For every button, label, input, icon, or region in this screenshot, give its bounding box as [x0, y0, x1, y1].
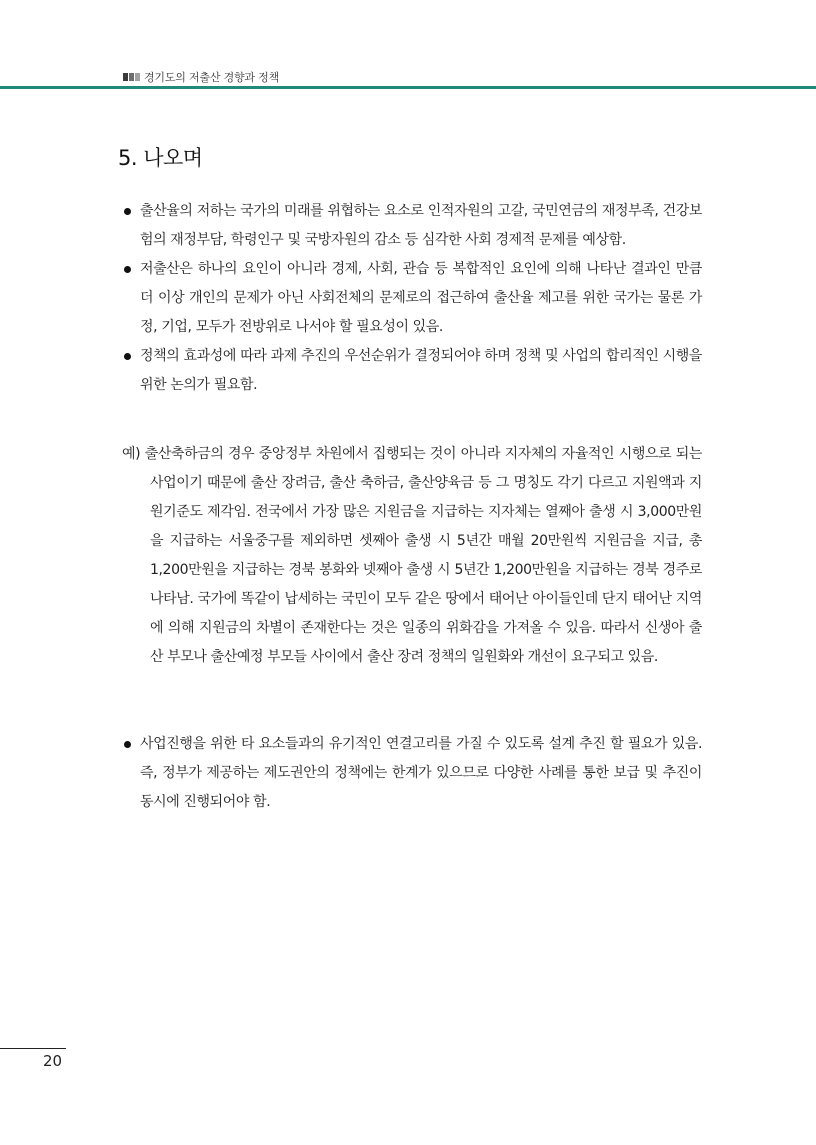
footer-rule — [0, 1048, 66, 1049]
bullet-text: 사업진행을 위한 타 요소들과의 유기적인 연결고리를 가질 수 있도록 설계 추진 할 필요가 있음. 즉, 정부가 제공하는 제도권안의 정책에는 한계가 있으므로 다양한 사례를 통한 보급 및 추진이 동시에 진행되어야 함. — [140, 736, 702, 810]
bullet-item — [122, 255, 702, 342]
bullet-item — [122, 342, 702, 400]
bullet-text: 저출산은 하나의 요인이 아니라 경제, 사회, 관습 등 복합적인 요인에 의해 나타난 결과인 만큼 더 이상 개인의 문제가 아닌 사회전체의 문제로의 접근하여 출산율 제고를 위한 국가는 물론 가정, 기업, 모두가 전방위로 나서야 할 필요성이 있음. — [140, 261, 702, 335]
bullet-text: 정책의 효과성에 따라 과제 추진의 우선순위가 결정되어야 하며 정책 및 사업의 합리적인 시행을 위한 논의가 필요함. — [140, 348, 702, 393]
bullet-item — [122, 730, 702, 817]
running-header — [123, 69, 279, 85]
bullet-item — [122, 197, 702, 255]
bullet-dot-icon — [124, 741, 131, 748]
bullet-list-bottom — [122, 730, 702, 817]
section-title: 5. 나오며 — [118, 146, 203, 170]
bullet-dot-icon — [124, 266, 131, 273]
bullet-dot-icon — [124, 208, 131, 215]
page-number: 20 — [43, 1052, 63, 1070]
example-paragraph: 예) 출산축하금의 경우 중앙정부 차원에서 집행되는 것이 아니라 지자체의 자율적인 시행으로 되는 사업이기 때문에 출산 장려금, 출산 축하금, 출산양육금 등 그 명칭도 각기 다르고 지원액과 지원기준도 제각임. 전국에서 가장 많은 지원금을 지급하는 지자체는 열째아 출생 시 3,000만원을 지급하는 서울중구를 제외하면 셋째아 출생 시 5년간 매월 20만원씩 지원금을 지급, 총 1,200만원을 지급하는 경북 봉화와 넷째아 출생 시 5년간 1,200만원을 지급하는 경북 경주로 나타남. 국가에 똑같이 납세하는 국민이 모두 같은 땅에서 태어난 아이들인데 단지 태어난 지역에 의해 지원금의 차별이 존재한다는 것은 일종의 위화감을 가져올 수 있음. 따라서 신생아 출산 부모나 출산예정 부모들 사이에서 출산 장려 정책의 일원화와 개선이 요구되고 있음. — [122, 446, 702, 665]
bullet-dot-icon — [124, 353, 131, 360]
running-header-title: 경기도의 저출산 경향과 정책 — [144, 71, 280, 84]
header-squares-icon — [123, 73, 140, 81]
bullet-list-top — [122, 197, 702, 400]
bullet-text: 출산율의 저하는 국가의 미래를 위협하는 요소로 인적자원의 고갈, 국민연금의 재정부족, 건강보험의 재정부담, 학령인구 및 국방자원의 감소 등 심각한 사회 경제적 문제를 예상함. — [140, 203, 702, 248]
header-rule — [0, 86, 816, 89]
